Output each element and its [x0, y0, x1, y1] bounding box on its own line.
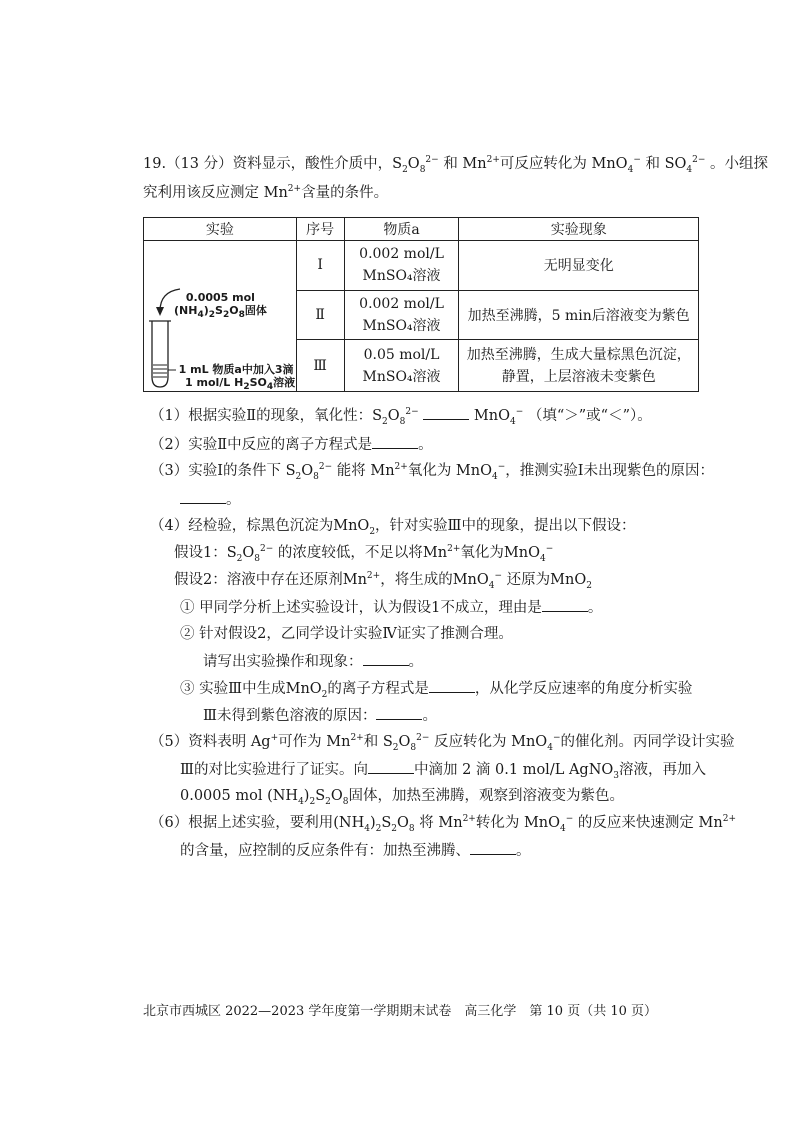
subquestion-4-part-2-answer: 请写出实验操作和现象： 。 [203, 651, 423, 672]
header-experiment: 实验 [144, 218, 297, 241]
answer-blank[interactable] [470, 840, 516, 855]
subquestion-4-part-2: ② 针对假设2，乙同学设计实验Ⅳ证实了推测合理。 [180, 626, 513, 642]
subquestion-6: （6）根据上述实验，要利用$(NH_4)_2S_2O_8$ 将 $Mn^{2+}$转化为 MnO$_4$− 的反应来快速测定 $Mn^{2+}$ [150, 814, 736, 834]
solid-label: 0.0005 mol $(NH_4)_2S_2O_8$固体 [174, 291, 267, 321]
question-number: 19. [143, 156, 167, 172]
table-row [144, 241, 699, 291]
row-phenomenon: 加热至沸腾，5 min后溶液变为紫色 [459, 290, 699, 340]
answer-blank[interactable] [429, 678, 475, 693]
hypothesis-2: 假设2：溶液中存在还原剂$Mn^{2+}$，将生成的MnO$_4$− 还原为MnO$_2$ [174, 571, 592, 591]
hypothesis-1: 假设1：$S_2O_8^{2-}$ 的浓度较低，不足以将$Mn^{2+}$氧化为MnO$_4$− [174, 544, 554, 564]
apparatus-cell [144, 241, 297, 392]
header-substance: 物质a [344, 218, 459, 241]
row-substance: 0.002 mol/L MnSO₄溶液 [344, 241, 459, 291]
subquestion-4-part-3: ③ 实验Ⅲ中生成MnO$_2$的离子方程式是 ，从化学反应速率的角度分析实验 [180, 678, 692, 699]
subquestion-4-part-3-line-2: Ⅲ未得到紫色溶液的原因： 。 [203, 705, 437, 726]
answer-blank[interactable] [368, 759, 414, 774]
row-substance: 0.05 mol/L MnSO₄溶液 [344, 340, 459, 392]
subquestion-4-part-1: ① 甲同学分析上述实验设计，认为假设1不成立，理由是 。 [180, 597, 602, 618]
answer-blank[interactable] [423, 405, 469, 420]
table-header-row [144, 218, 699, 241]
row-id: Ⅱ [296, 290, 344, 340]
question-19-intro-line-2: 究利用该反应测定 $Mn^{2+}$含量的条件。 [143, 184, 389, 201]
experiment-table [143, 217, 699, 392]
row-substance: 0.002 mol/L MnSO₄溶液 [344, 290, 459, 340]
header-phenomenon: 实验现象 [459, 218, 699, 241]
test-tube-apparatus [144, 241, 296, 391]
answer-blank[interactable] [376, 705, 422, 720]
subquestion-1: （1）根据实验Ⅱ的现象，氧化性：$S_2O_8^{2-}$ MnO$_4$− （填“＞”或“＜”）。 [150, 405, 652, 426]
subquestion-3-blank-line: 。 [180, 489, 241, 510]
solution-label: 1 mL 物质a中加入3滴 1 mol/L $H_2SO_4$溶液 [178, 363, 296, 393]
answer-blank[interactable] [180, 489, 226, 504]
row-phenomenon: 加热至沸腾，生成大量棕黑色沉淀， 静置，上层溶液未变紫色 [459, 340, 699, 392]
row-id: Ⅲ [296, 340, 344, 392]
answer-blank[interactable] [363, 651, 409, 666]
row-id: Ⅰ [296, 241, 344, 291]
answer-blank[interactable] [542, 597, 588, 612]
header-number: 序号 [296, 218, 344, 241]
question-19-intro-line-1: 19.（13 分）资料显示，酸性介质中，$S_2O_8^{2-}$ 和 $Mn^{2+}$可反应转化为 MnO$_4$− 和 $SO_4^{2-}$ 。小组探 [143, 155, 769, 175]
subquestion-4: （4）经检验，棕黑色沉淀为MnO$_2$，针对实验Ⅲ中的现象，提出以下假设： [150, 518, 636, 537]
subquestion-2: （2）实验Ⅱ中反应的离子方程式是 。 [150, 434, 433, 455]
subquestion-5-line-2: Ⅲ的对比实验进行了证实。向 中滴加 2 滴 0.1 mol/L AgNO$_3$溶液，再加入 [180, 759, 706, 780]
subquestion-5-line-3: 0.0005 mol $(NH_4)_2S_2O_8$固体，加热至沸腾，观察到溶液变为紫色。 [180, 788, 624, 807]
subquestion-3: （3）实验Ⅰ的条件下 $S_2O_8^{2-}$ 能将 $Mn^{2+}$氧化为 MnO$_4$−，推测实验Ⅰ未出现紫色的原因： [150, 462, 715, 482]
subquestion-5: （5）资料表明 Ag+可作为 $Mn^{2+}$和 $S_2O_8^{2-}$ 反应转化为 MnO$_4$−的催化剂。丙同学设计实验 [150, 733, 735, 753]
page-footer: 北京市西城区 2022—2023 学年度第一学期期末试卷 高三化学 第 10 页（共 10 页） [142, 1004, 658, 1019]
row-phenomenon: 无明显变化 [459, 241, 699, 291]
answer-blank[interactable] [372, 434, 418, 449]
subquestion-6-line-2: 的含量，应控制的反应条件有：加热至沸腾、 。 [180, 840, 531, 861]
question-points: （13 分） [166, 156, 233, 172]
